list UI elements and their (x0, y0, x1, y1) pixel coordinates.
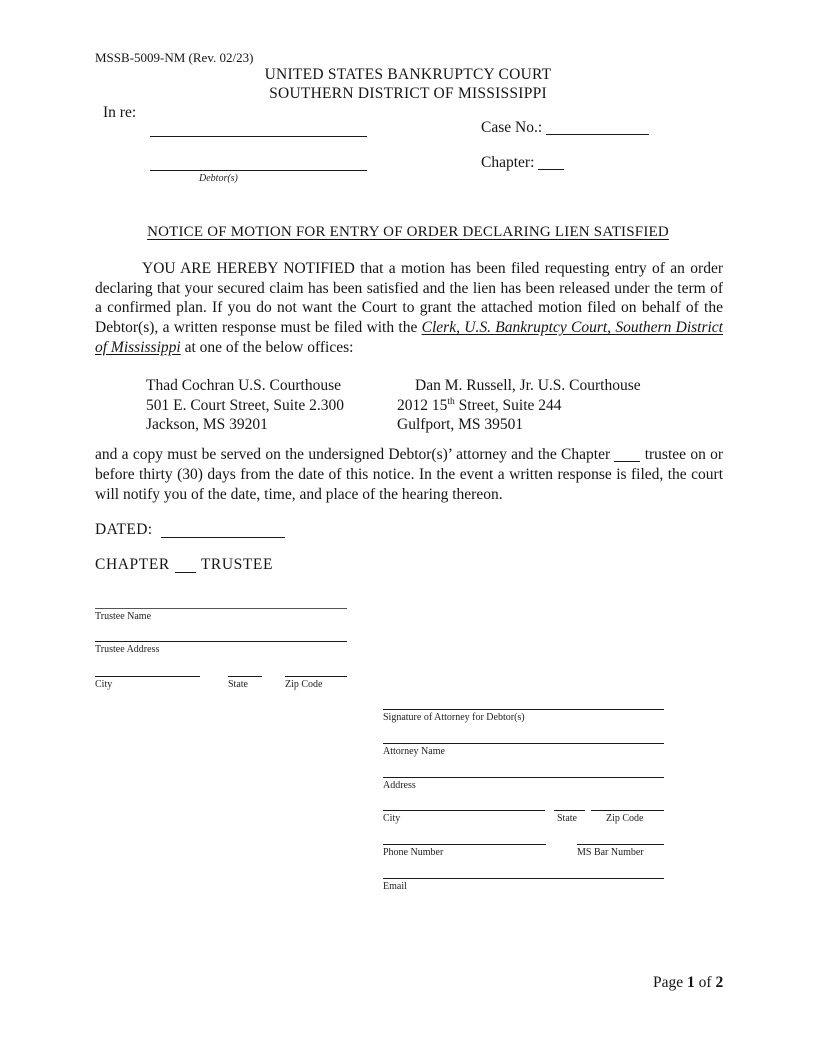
notice-title-text: NOTICE OF MOTION FOR ENTRY OF ORDER DECLARING LIEN SATISFIED (147, 224, 669, 240)
attorney-city-field[interactable] (383, 810, 545, 811)
chapter-field[interactable] (538, 154, 564, 170)
in-re-label: In re: (103, 104, 137, 121)
office-right-line2 (397, 396, 641, 416)
attorney-address-label: Address (383, 780, 416, 791)
page-number-footer (653, 974, 723, 992)
attorney-signature-field[interactable] (383, 709, 664, 710)
dated-label: DATED: (95, 521, 153, 538)
attorney-name-label: Attorney Name (383, 746, 445, 757)
notice-paragraph-1 (95, 259, 723, 358)
attorney-phone-field[interactable] (383, 844, 546, 845)
trustee-address-field[interactable] (95, 641, 347, 642)
attorney-name-field[interactable] (383, 743, 664, 744)
attorney-bar-number-label: MS Bar Number (577, 847, 644, 858)
office-right-line1: Dan M. Russell, Jr. U.S. Courthouse (415, 377, 641, 394)
trustee-name-label: Trustee Name (95, 611, 152, 622)
paragraph2-end: trustee on or before thirty (30) days from the date of this notice. In the event a written response is filed, the court will notify you of the date, time, and place of the hearing thereon. (95, 446, 724, 503)
dated-row (95, 521, 285, 539)
trustee-state-label: State (228, 679, 248, 690)
chapter-trustee-pre: CHAPTER (95, 556, 170, 573)
attorney-zip-field[interactable] (591, 810, 664, 811)
office-right-street-rest: Street, Suite 244 (454, 396, 562, 414)
office-left-line2: 501 E. Court Street, Suite 2.300 (146, 396, 345, 414)
debtors-caption: Debtor(s) (199, 173, 238, 184)
attorney-phone-label: Phone Number (383, 847, 444, 858)
notice-title (0, 224, 816, 241)
ordinal-superscript: th (447, 396, 455, 407)
footer-total-pages: 2 (715, 974, 724, 991)
footer-page-word: Page (653, 974, 684, 991)
attorney-zip-label: Zip Code (606, 813, 644, 824)
attorney-state-field[interactable] (554, 810, 585, 811)
chapter-number-field[interactable] (614, 446, 640, 462)
case-no-field[interactable] (546, 119, 649, 135)
trustee-address-label: Trustee Address (95, 644, 160, 655)
attorney-email-field[interactable] (383, 878, 664, 879)
paragraph1-start: YOU ARE HEREBY NOTIFIED that a motion has been filed requesting entry of an order declaring that your secured claim has been satisfied and the lien has been released under the term of a confirmed plan. If you do not want the Court to grant the attached motion filed on behalf of the Debtor(s), a written response must be filed with the (95, 260, 723, 337)
trustee-name-field[interactable] (95, 608, 347, 609)
attorney-state-label: State (557, 813, 577, 824)
debtor-name-field[interactable] (150, 136, 367, 137)
chapter-trustee-post: TRUSTEE (200, 556, 274, 573)
trustee-zip-field[interactable] (285, 676, 347, 677)
chapter-trustee-row (95, 556, 273, 574)
attorney-address-field[interactable] (383, 777, 664, 778)
office-address-jackson (146, 376, 344, 435)
notice-paragraph-2 (95, 445, 723, 505)
attorney-signature-label: Signature of Attorney for Debtor(s) (383, 712, 525, 723)
office-right-street-number: 2012 15 (397, 396, 448, 414)
paragraph1-end: at one of the below offices: (180, 338, 354, 356)
trustee-chapter-number-field[interactable] (175, 557, 196, 573)
clerk-reference: Clerk, U.S. Bankruptcy Court, Southern District of Mississippi (95, 319, 723, 356)
footer-page-number: 1 (687, 974, 695, 991)
paragraph2-start: and a copy must be served on the undersigned Debtor(s)’ attorney and the Chapter (95, 446, 611, 463)
trustee-zip-label: Zip Code (285, 679, 323, 690)
dated-field[interactable] (161, 522, 285, 538)
trustee-city-field[interactable] (95, 676, 200, 677)
court-header (0, 66, 816, 103)
court-district: SOUTHERN DISTRICT OF MISSISSIPPI (269, 84, 547, 102)
office-right-line3: Gulfport, MS 39501 (397, 416, 524, 434)
chapter-label: Chapter: (481, 154, 535, 171)
form-number: MSSB-5009-NM (Rev. 02/23) (95, 50, 254, 65)
footer-of-word: of (698, 974, 712, 991)
case-no-label: Case No.: (481, 119, 543, 136)
trustee-city-label: City (95, 679, 113, 690)
court-name: UNITED STATES BANKRUPTCY COURT (264, 66, 552, 83)
trustee-state-field[interactable] (228, 676, 262, 677)
office-address-gulfport (397, 376, 641, 435)
case-number-row (481, 119, 649, 137)
debtor-name-field-2[interactable] (150, 170, 367, 171)
office-left-line3: Jackson, MS 39201 (146, 416, 268, 434)
attorney-city-label: City (383, 813, 401, 824)
chapter-row (481, 154, 564, 172)
attorney-email-label: Email (383, 881, 407, 892)
office-left-line1: Thad Cochran U.S. Courthouse (146, 377, 342, 394)
attorney-bar-number-field[interactable] (577, 844, 664, 845)
